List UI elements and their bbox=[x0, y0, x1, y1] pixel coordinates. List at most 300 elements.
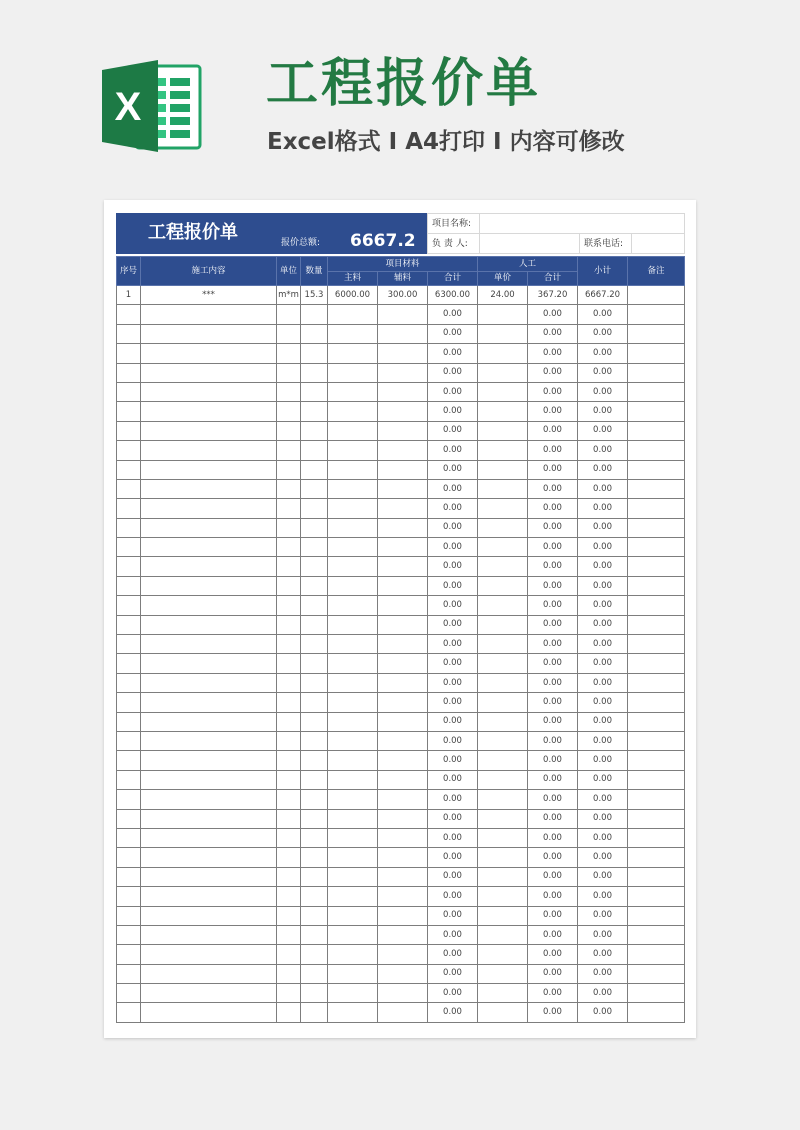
cell-no[interactable] bbox=[117, 382, 141, 401]
cell-material-total[interactable]: 0.00 bbox=[428, 770, 478, 789]
cell-qty[interactable] bbox=[301, 557, 328, 576]
cell-aux-material[interactable] bbox=[378, 925, 428, 944]
cell-aux-material[interactable] bbox=[378, 964, 428, 983]
cell-qty[interactable] bbox=[301, 1003, 328, 1022]
cell-material-total[interactable]: 0.00 bbox=[428, 499, 478, 518]
cell-subtotal[interactable]: 0.00 bbox=[578, 751, 628, 770]
cell-labor-price[interactable] bbox=[478, 693, 528, 712]
cell-unit[interactable] bbox=[277, 751, 301, 770]
cell-labor-total[interactable]: 0.00 bbox=[528, 673, 578, 692]
cell-unit[interactable] bbox=[277, 809, 301, 828]
cell-remark[interactable] bbox=[628, 576, 685, 595]
cell-labor-total[interactable]: 0.00 bbox=[528, 867, 578, 886]
cell-aux-material[interactable] bbox=[378, 557, 428, 576]
cell-aux-material[interactable] bbox=[378, 576, 428, 595]
cell-subtotal[interactable]: 0.00 bbox=[578, 867, 628, 886]
cell-remark[interactable] bbox=[628, 460, 685, 479]
cell-qty[interactable] bbox=[301, 344, 328, 363]
cell-labor-price[interactable] bbox=[478, 538, 528, 557]
cell-labor-price[interactable] bbox=[478, 635, 528, 654]
cell-content[interactable] bbox=[141, 673, 277, 692]
cell-main-material[interactable] bbox=[328, 906, 378, 925]
cell-unit[interactable] bbox=[277, 984, 301, 1003]
cell-labor-price[interactable] bbox=[478, 712, 528, 731]
cell-labor-total[interactable]: 0.00 bbox=[528, 363, 578, 382]
cell-no[interactable] bbox=[117, 576, 141, 595]
cell-content[interactable] bbox=[141, 925, 277, 944]
cell-material-total[interactable]: 0.00 bbox=[428, 751, 478, 770]
cell-main-material[interactable] bbox=[328, 635, 378, 654]
cell-subtotal[interactable]: 0.00 bbox=[578, 441, 628, 460]
cell-unit[interactable] bbox=[277, 421, 301, 440]
cell-content[interactable] bbox=[141, 596, 277, 615]
cell-no[interactable]: 1 bbox=[117, 286, 141, 305]
cell-labor-price[interactable] bbox=[478, 402, 528, 421]
cell-labor-price[interactable] bbox=[478, 809, 528, 828]
cell-remark[interactable] bbox=[628, 945, 685, 964]
cell-no[interactable] bbox=[117, 731, 141, 750]
cell-unit[interactable] bbox=[277, 887, 301, 906]
cell-labor-price[interactable] bbox=[478, 673, 528, 692]
cell-material-total[interactable]: 6300.00 bbox=[428, 286, 478, 305]
cell-content[interactable] bbox=[141, 499, 277, 518]
cell-main-material[interactable] bbox=[328, 925, 378, 944]
cell-labor-total[interactable]: 0.00 bbox=[528, 945, 578, 964]
cell-labor-total[interactable]: 0.00 bbox=[528, 654, 578, 673]
cell-qty[interactable] bbox=[301, 654, 328, 673]
cell-material-total[interactable]: 0.00 bbox=[428, 945, 478, 964]
cell-qty[interactable] bbox=[301, 712, 328, 731]
cell-unit[interactable] bbox=[277, 441, 301, 460]
cell-material-total[interactable]: 0.00 bbox=[428, 828, 478, 847]
cell-remark[interactable] bbox=[628, 848, 685, 867]
cell-main-material[interactable] bbox=[328, 673, 378, 692]
cell-no[interactable] bbox=[117, 906, 141, 925]
cell-qty[interactable] bbox=[301, 809, 328, 828]
cell-subtotal[interactable]: 0.00 bbox=[578, 382, 628, 401]
cell-content[interactable] bbox=[141, 576, 277, 595]
cell-labor-price[interactable] bbox=[478, 1003, 528, 1022]
cell-content[interactable] bbox=[141, 305, 277, 324]
cell-no[interactable] bbox=[117, 363, 141, 382]
cell-content[interactable] bbox=[141, 344, 277, 363]
cell-qty[interactable] bbox=[301, 402, 328, 421]
cell-labor-total[interactable]: 0.00 bbox=[528, 925, 578, 944]
cell-no[interactable] bbox=[117, 887, 141, 906]
cell-main-material[interactable] bbox=[328, 305, 378, 324]
cell-qty[interactable] bbox=[301, 576, 328, 595]
cell-main-material[interactable] bbox=[328, 557, 378, 576]
cell-no[interactable] bbox=[117, 441, 141, 460]
cell-material-total[interactable]: 0.00 bbox=[428, 402, 478, 421]
cell-unit[interactable] bbox=[277, 576, 301, 595]
cell-content[interactable] bbox=[141, 635, 277, 654]
cell-main-material[interactable] bbox=[328, 828, 378, 847]
cell-qty[interactable] bbox=[301, 925, 328, 944]
cell-labor-total[interactable]: 0.00 bbox=[528, 751, 578, 770]
cell-labor-price[interactable] bbox=[478, 964, 528, 983]
cell-content[interactable] bbox=[141, 363, 277, 382]
cell-labor-price[interactable] bbox=[478, 790, 528, 809]
cell-no[interactable] bbox=[117, 557, 141, 576]
cell-content[interactable] bbox=[141, 557, 277, 576]
cell-remark[interactable] bbox=[628, 402, 685, 421]
cell-labor-price[interactable] bbox=[478, 867, 528, 886]
cell-labor-price[interactable] bbox=[478, 945, 528, 964]
cell-subtotal[interactable]: 0.00 bbox=[578, 693, 628, 712]
cell-qty[interactable] bbox=[301, 499, 328, 518]
cell-material-total[interactable]: 0.00 bbox=[428, 557, 478, 576]
cell-remark[interactable] bbox=[628, 479, 685, 498]
cell-material-total[interactable]: 0.00 bbox=[428, 887, 478, 906]
cell-no[interactable] bbox=[117, 751, 141, 770]
cell-material-total[interactable]: 0.00 bbox=[428, 867, 478, 886]
cell-labor-price[interactable] bbox=[478, 770, 528, 789]
cell-remark[interactable] bbox=[628, 693, 685, 712]
cell-aux-material[interactable] bbox=[378, 499, 428, 518]
cell-labor-total[interactable]: 0.00 bbox=[528, 441, 578, 460]
cell-unit[interactable] bbox=[277, 731, 301, 750]
cell-labor-total[interactable]: 0.00 bbox=[528, 790, 578, 809]
cell-main-material[interactable] bbox=[328, 654, 378, 673]
cell-qty[interactable]: 15.3 bbox=[301, 286, 328, 305]
cell-remark[interactable] bbox=[628, 363, 685, 382]
cell-unit[interactable] bbox=[277, 557, 301, 576]
cell-aux-material[interactable] bbox=[378, 984, 428, 1003]
cell-main-material[interactable] bbox=[328, 615, 378, 634]
cell-aux-material[interactable] bbox=[378, 867, 428, 886]
cell-qty[interactable] bbox=[301, 848, 328, 867]
cell-remark[interactable] bbox=[628, 518, 685, 537]
cell-content[interactable] bbox=[141, 731, 277, 750]
cell-aux-material[interactable] bbox=[378, 363, 428, 382]
cell-labor-price[interactable] bbox=[478, 615, 528, 634]
cell-labor-price[interactable] bbox=[478, 382, 528, 401]
cell-labor-total[interactable]: 0.00 bbox=[528, 887, 578, 906]
cell-unit[interactable] bbox=[277, 693, 301, 712]
cell-material-total[interactable]: 0.00 bbox=[428, 635, 478, 654]
cell-subtotal[interactable]: 0.00 bbox=[578, 460, 628, 479]
cell-labor-price[interactable] bbox=[478, 925, 528, 944]
cell-labor-total[interactable]: 0.00 bbox=[528, 615, 578, 634]
cell-labor-total[interactable]: 0.00 bbox=[528, 460, 578, 479]
cell-qty[interactable] bbox=[301, 363, 328, 382]
cell-subtotal[interactable]: 0.00 bbox=[578, 557, 628, 576]
cell-no[interactable] bbox=[117, 538, 141, 557]
cell-qty[interactable] bbox=[301, 479, 328, 498]
cell-material-total[interactable]: 0.00 bbox=[428, 809, 478, 828]
cell-no[interactable] bbox=[117, 421, 141, 440]
project-name-field[interactable] bbox=[480, 214, 685, 234]
cell-aux-material[interactable] bbox=[378, 848, 428, 867]
cell-material-total[interactable]: 0.00 bbox=[428, 964, 478, 983]
cell-material-total[interactable]: 0.00 bbox=[428, 344, 478, 363]
cell-main-material[interactable] bbox=[328, 324, 378, 343]
cell-remark[interactable] bbox=[628, 499, 685, 518]
cell-material-total[interactable]: 0.00 bbox=[428, 925, 478, 944]
cell-remark[interactable] bbox=[628, 286, 685, 305]
cell-main-material[interactable] bbox=[328, 945, 378, 964]
cell-unit[interactable] bbox=[277, 848, 301, 867]
cell-main-material[interactable] bbox=[328, 848, 378, 867]
cell-labor-total[interactable]: 0.00 bbox=[528, 984, 578, 1003]
cell-subtotal[interactable]: 0.00 bbox=[578, 731, 628, 750]
cell-aux-material[interactable] bbox=[378, 790, 428, 809]
cell-labor-total[interactable]: 0.00 bbox=[528, 693, 578, 712]
cell-qty[interactable] bbox=[301, 596, 328, 615]
cell-unit[interactable] bbox=[277, 945, 301, 964]
cell-unit[interactable]: m*m bbox=[277, 286, 301, 305]
cell-labor-total[interactable]: 0.00 bbox=[528, 324, 578, 343]
cell-remark[interactable] bbox=[628, 867, 685, 886]
cell-aux-material[interactable] bbox=[378, 731, 428, 750]
cell-content[interactable] bbox=[141, 906, 277, 925]
cell-material-total[interactable]: 0.00 bbox=[428, 460, 478, 479]
cell-remark[interactable] bbox=[628, 984, 685, 1003]
cell-labor-price[interactable] bbox=[478, 596, 528, 615]
cell-main-material[interactable] bbox=[328, 1003, 378, 1022]
cell-labor-total[interactable]: 0.00 bbox=[528, 635, 578, 654]
cell-labor-total[interactable]: 0.00 bbox=[528, 518, 578, 537]
cell-remark[interactable] bbox=[628, 421, 685, 440]
cell-qty[interactable] bbox=[301, 770, 328, 789]
cell-aux-material[interactable] bbox=[378, 596, 428, 615]
cell-content[interactable] bbox=[141, 984, 277, 1003]
cell-unit[interactable] bbox=[277, 402, 301, 421]
cell-main-material[interactable] bbox=[328, 809, 378, 828]
cell-content[interactable] bbox=[141, 479, 277, 498]
cell-content[interactable] bbox=[141, 887, 277, 906]
cell-no[interactable] bbox=[117, 945, 141, 964]
cell-labor-price[interactable] bbox=[478, 441, 528, 460]
cell-unit[interactable] bbox=[277, 538, 301, 557]
cell-qty[interactable] bbox=[301, 615, 328, 634]
cell-content[interactable] bbox=[141, 712, 277, 731]
cell-labor-total[interactable]: 0.00 bbox=[528, 731, 578, 750]
cell-labor-price[interactable] bbox=[478, 654, 528, 673]
cell-aux-material[interactable] bbox=[378, 402, 428, 421]
cell-subtotal[interactable]: 0.00 bbox=[578, 402, 628, 421]
cell-remark[interactable] bbox=[628, 344, 685, 363]
cell-main-material[interactable] bbox=[328, 460, 378, 479]
cell-labor-total[interactable]: 0.00 bbox=[528, 809, 578, 828]
cell-remark[interactable] bbox=[628, 382, 685, 401]
cell-unit[interactable] bbox=[277, 382, 301, 401]
cell-remark[interactable] bbox=[628, 790, 685, 809]
cell-labor-total[interactable]: 0.00 bbox=[528, 712, 578, 731]
cell-unit[interactable] bbox=[277, 363, 301, 382]
cell-remark[interactable] bbox=[628, 557, 685, 576]
cell-subtotal[interactable]: 0.00 bbox=[578, 635, 628, 654]
cell-content[interactable] bbox=[141, 615, 277, 634]
cell-content[interactable] bbox=[141, 828, 277, 847]
cell-main-material[interactable] bbox=[328, 499, 378, 518]
cell-unit[interactable] bbox=[277, 499, 301, 518]
cell-labor-total[interactable]: 0.00 bbox=[528, 1003, 578, 1022]
cell-aux-material[interactable] bbox=[378, 382, 428, 401]
cell-labor-total[interactable]: 0.00 bbox=[528, 479, 578, 498]
cell-qty[interactable] bbox=[301, 635, 328, 654]
cell-main-material[interactable] bbox=[328, 596, 378, 615]
cell-no[interactable] bbox=[117, 635, 141, 654]
cell-aux-material[interactable] bbox=[378, 635, 428, 654]
cell-qty[interactable] bbox=[301, 518, 328, 537]
cell-aux-material[interactable] bbox=[378, 479, 428, 498]
cell-no[interactable] bbox=[117, 790, 141, 809]
cell-no[interactable] bbox=[117, 654, 141, 673]
cell-content[interactable] bbox=[141, 751, 277, 770]
cell-qty[interactable] bbox=[301, 751, 328, 770]
cell-no[interactable] bbox=[117, 615, 141, 634]
cell-labor-price[interactable] bbox=[478, 460, 528, 479]
cell-labor-price[interactable] bbox=[478, 906, 528, 925]
cell-material-total[interactable]: 0.00 bbox=[428, 479, 478, 498]
cell-material-total[interactable]: 0.00 bbox=[428, 615, 478, 634]
cell-content[interactable] bbox=[141, 421, 277, 440]
cell-content[interactable] bbox=[141, 790, 277, 809]
cell-labor-price[interactable] bbox=[478, 421, 528, 440]
cell-qty[interactable] bbox=[301, 305, 328, 324]
cell-content[interactable]: *** bbox=[141, 286, 277, 305]
cell-subtotal[interactable]: 0.00 bbox=[578, 538, 628, 557]
cell-main-material[interactable] bbox=[328, 887, 378, 906]
cell-material-total[interactable]: 0.00 bbox=[428, 324, 478, 343]
cell-remark[interactable] bbox=[628, 906, 685, 925]
cell-unit[interactable] bbox=[277, 324, 301, 343]
cell-material-total[interactable]: 0.00 bbox=[428, 848, 478, 867]
cell-qty[interactable] bbox=[301, 382, 328, 401]
cell-labor-price[interactable] bbox=[478, 518, 528, 537]
cell-main-material[interactable] bbox=[328, 479, 378, 498]
cell-material-total[interactable]: 0.00 bbox=[428, 518, 478, 537]
cell-aux-material[interactable] bbox=[378, 693, 428, 712]
cell-main-material[interactable] bbox=[328, 790, 378, 809]
cell-no[interactable] bbox=[117, 344, 141, 363]
cell-main-material[interactable] bbox=[328, 538, 378, 557]
cell-subtotal[interactable]: 0.00 bbox=[578, 984, 628, 1003]
cell-no[interactable] bbox=[117, 809, 141, 828]
cell-subtotal[interactable]: 0.00 bbox=[578, 925, 628, 944]
cell-material-total[interactable]: 0.00 bbox=[428, 654, 478, 673]
cell-material-total[interactable]: 0.00 bbox=[428, 382, 478, 401]
cell-main-material[interactable] bbox=[328, 518, 378, 537]
cell-material-total[interactable]: 0.00 bbox=[428, 693, 478, 712]
cell-subtotal[interactable]: 6667.20 bbox=[578, 286, 628, 305]
cell-aux-material[interactable] bbox=[378, 460, 428, 479]
cell-remark[interactable] bbox=[628, 887, 685, 906]
cell-remark[interactable] bbox=[628, 441, 685, 460]
cell-remark[interactable] bbox=[628, 538, 685, 557]
cell-no[interactable] bbox=[117, 305, 141, 324]
cell-unit[interactable] bbox=[277, 615, 301, 634]
cell-labor-price[interactable]: 24.00 bbox=[478, 286, 528, 305]
cell-qty[interactable] bbox=[301, 867, 328, 886]
cell-qty[interactable] bbox=[301, 906, 328, 925]
cell-main-material[interactable] bbox=[328, 344, 378, 363]
cell-aux-material[interactable] bbox=[378, 945, 428, 964]
cell-content[interactable] bbox=[141, 693, 277, 712]
cell-labor-price[interactable] bbox=[478, 557, 528, 576]
cell-content[interactable] bbox=[141, 867, 277, 886]
cell-qty[interactable] bbox=[301, 731, 328, 750]
cell-labor-total[interactable]: 0.00 bbox=[528, 848, 578, 867]
cell-content[interactable] bbox=[141, 518, 277, 537]
cell-main-material[interactable] bbox=[328, 712, 378, 731]
cell-content[interactable] bbox=[141, 848, 277, 867]
cell-labor-price[interactable] bbox=[478, 479, 528, 498]
cell-remark[interactable] bbox=[628, 770, 685, 789]
cell-labor-total[interactable]: 0.00 bbox=[528, 576, 578, 595]
cell-material-total[interactable]: 0.00 bbox=[428, 790, 478, 809]
cell-unit[interactable] bbox=[277, 925, 301, 944]
cell-material-total[interactable]: 0.00 bbox=[428, 421, 478, 440]
cell-subtotal[interactable]: 0.00 bbox=[578, 479, 628, 498]
cell-content[interactable] bbox=[141, 324, 277, 343]
cell-qty[interactable] bbox=[301, 673, 328, 692]
cell-aux-material[interactable] bbox=[378, 770, 428, 789]
cell-no[interactable] bbox=[117, 596, 141, 615]
cell-unit[interactable] bbox=[277, 518, 301, 537]
cell-content[interactable] bbox=[141, 538, 277, 557]
cell-labor-price[interactable] bbox=[478, 324, 528, 343]
cell-unit[interactable] bbox=[277, 906, 301, 925]
cell-remark[interactable] bbox=[628, 712, 685, 731]
cell-remark[interactable] bbox=[628, 1003, 685, 1022]
cell-labor-price[interactable] bbox=[478, 848, 528, 867]
cell-no[interactable] bbox=[117, 518, 141, 537]
cell-subtotal[interactable]: 0.00 bbox=[578, 770, 628, 789]
cell-labor-total[interactable]: 0.00 bbox=[528, 402, 578, 421]
cell-subtotal[interactable]: 0.00 bbox=[578, 654, 628, 673]
cell-aux-material[interactable] bbox=[378, 654, 428, 673]
cell-remark[interactable] bbox=[628, 305, 685, 324]
cell-labor-total[interactable]: 367.20 bbox=[528, 286, 578, 305]
cell-unit[interactable] bbox=[277, 479, 301, 498]
cell-unit[interactable] bbox=[277, 1003, 301, 1022]
cell-qty[interactable] bbox=[301, 964, 328, 983]
cell-main-material[interactable] bbox=[328, 382, 378, 401]
cell-content[interactable] bbox=[141, 964, 277, 983]
cell-labor-price[interactable] bbox=[478, 305, 528, 324]
cell-labor-total[interactable]: 0.00 bbox=[528, 421, 578, 440]
cell-subtotal[interactable]: 0.00 bbox=[578, 421, 628, 440]
cell-aux-material[interactable] bbox=[378, 809, 428, 828]
cell-remark[interactable] bbox=[628, 324, 685, 343]
cell-remark[interactable] bbox=[628, 751, 685, 770]
cell-qty[interactable] bbox=[301, 945, 328, 964]
cell-content[interactable] bbox=[141, 770, 277, 789]
cell-main-material[interactable] bbox=[328, 402, 378, 421]
cell-no[interactable] bbox=[117, 1003, 141, 1022]
cell-material-total[interactable]: 0.00 bbox=[428, 305, 478, 324]
cell-labor-price[interactable] bbox=[478, 751, 528, 770]
cell-content[interactable] bbox=[141, 654, 277, 673]
cell-aux-material[interactable] bbox=[378, 712, 428, 731]
cell-labor-total[interactable]: 0.00 bbox=[528, 828, 578, 847]
cell-material-total[interactable]: 0.00 bbox=[428, 906, 478, 925]
cell-aux-material[interactable] bbox=[378, 673, 428, 692]
cell-subtotal[interactable]: 0.00 bbox=[578, 887, 628, 906]
cell-subtotal[interactable]: 0.00 bbox=[578, 964, 628, 983]
cell-material-total[interactable]: 0.00 bbox=[428, 731, 478, 750]
cell-subtotal[interactable]: 0.00 bbox=[578, 790, 628, 809]
cell-subtotal[interactable]: 0.00 bbox=[578, 809, 628, 828]
cell-no[interactable] bbox=[117, 984, 141, 1003]
cell-no[interactable] bbox=[117, 693, 141, 712]
cell-labor-price[interactable] bbox=[478, 344, 528, 363]
cell-qty[interactable] bbox=[301, 887, 328, 906]
cell-remark[interactable] bbox=[628, 615, 685, 634]
